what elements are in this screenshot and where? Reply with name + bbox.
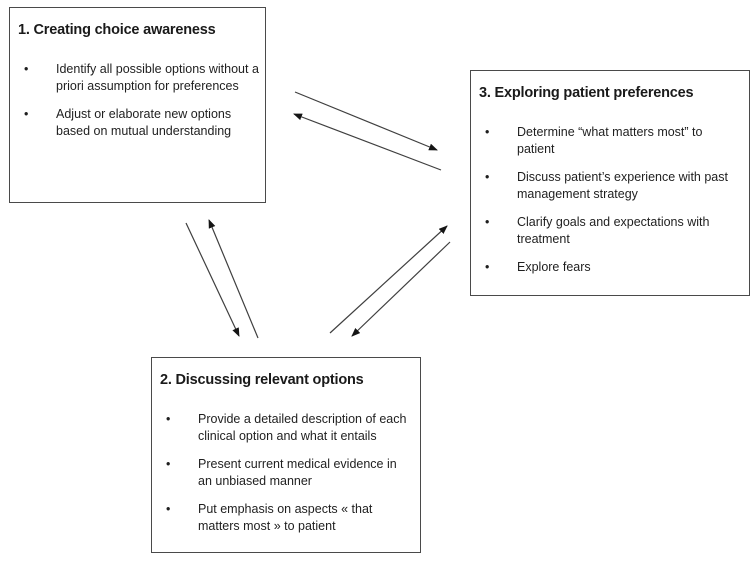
bullet-item: • Clarify goals and expectations with treatment — [479, 214, 743, 248]
bullet-list — [10, 61, 265, 140]
bullet-item: • Explore fears — [479, 259, 743, 276]
bullet-list — [152, 411, 420, 535]
box-discussing-relevant-options — [151, 357, 421, 553]
bullet-item: • Put emphasis on aspects « that matters most » to patient — [160, 501, 414, 535]
bullet-list — [471, 124, 749, 276]
arrow-box3-to-box2 — [352, 242, 450, 336]
bullet-item: • Identify all possible options without a priori assumption for preferences — [18, 61, 259, 95]
bullet-item: • Adjust or elaborate new options based on mutual understanding — [18, 106, 259, 140]
bullet-item: • Determine “what matters most” to patient — [479, 124, 743, 158]
arrow-box3-to-box1 — [294, 114, 441, 170]
bullet-item: • Present current medical evidence in an unbiased manner — [160, 456, 414, 490]
arrow-box1-to-box2 — [186, 223, 239, 336]
box-title: 2. Discussing relevant options — [160, 372, 364, 388]
bullet-item: • Discuss patient’s experience with past management strategy — [479, 169, 743, 203]
box-creating-choice-awareness — [9, 7, 266, 203]
arrow-box1-to-box3 — [295, 92, 437, 150]
box-title: 3. Exploring patient preferences — [479, 85, 694, 101]
box-title: 1. Creating choice awareness — [18, 22, 216, 38]
box-exploring-patient-preferences — [470, 70, 750, 296]
arrow-box2-to-box3 — [330, 226, 447, 333]
bullet-item: • Provide a detailed description of each clinical option and what it entails — [160, 411, 414, 445]
arrow-box2-to-box1 — [209, 220, 258, 338]
